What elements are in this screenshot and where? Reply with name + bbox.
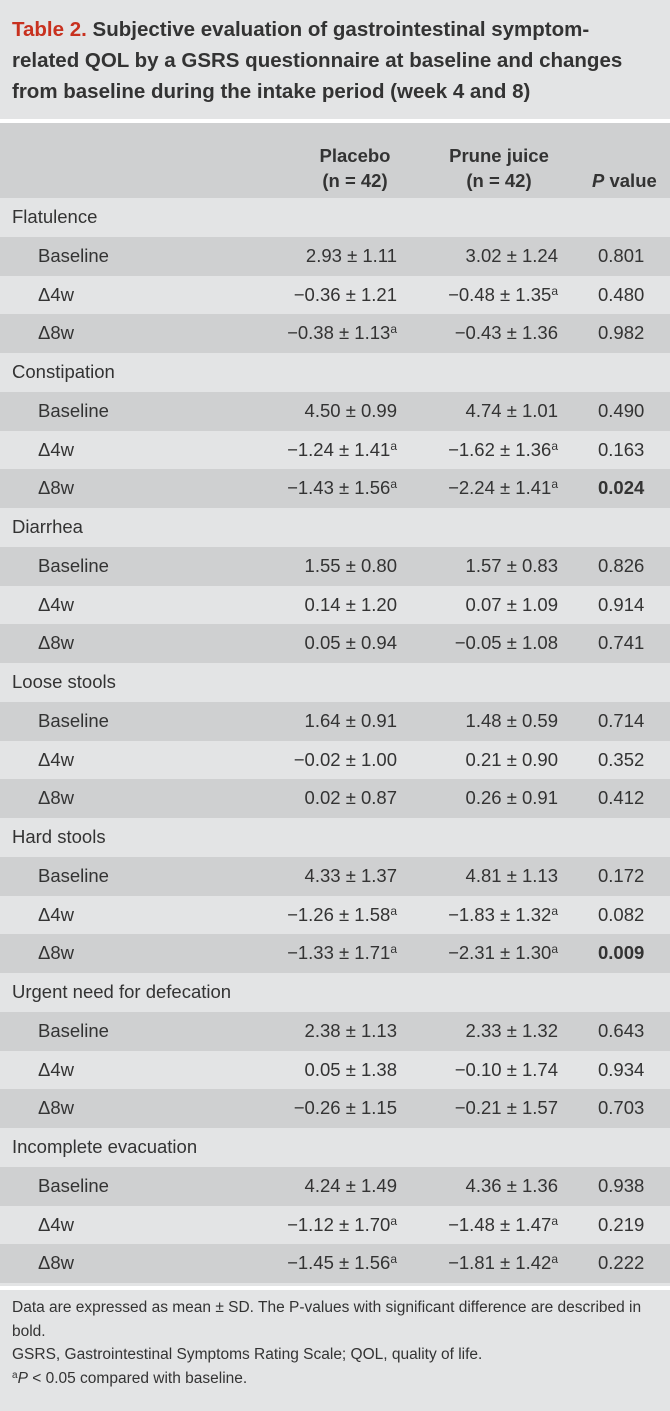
prune-cell [466, 702, 558, 741]
prune-cell [455, 1051, 558, 1090]
placebo-superscript: a [390, 942, 397, 957]
prune-value: 1.48 ± 0.59 [465, 709, 558, 731]
placebo-value: −0.26 ± 1.15 [293, 1097, 397, 1119]
placebo-value: 0.05 ± 1.38 [304, 1058, 397, 1080]
table-header [0, 123, 670, 198]
row-label: Δ4w [38, 438, 75, 460]
header-prune [424, 143, 574, 193]
table-footnotes [12, 1296, 662, 1390]
prune-cell [448, 896, 558, 935]
placebo-value: 4.24 ± 1.49 [304, 1174, 397, 1196]
placebo-value: 0.02 ± 0.87 [304, 787, 397, 809]
prune-cell [466, 1167, 558, 1206]
prune-value: −2.31 ± 1.30 [448, 942, 552, 964]
table-row [0, 624, 670, 663]
row-label: Baseline [38, 1019, 109, 1041]
placebo-value: 4.33 ± 1.37 [304, 864, 397, 886]
prune-cell [466, 779, 558, 818]
table-row [0, 469, 670, 508]
placebo-value: 0.05 ± 0.94 [304, 632, 397, 654]
p-value: 0.982 [598, 322, 645, 344]
row-label: Baseline [38, 864, 109, 886]
placebo-value: 2.93 ± 1.11 [305, 244, 397, 266]
placebo-cell [305, 586, 397, 625]
prune-cell [466, 547, 558, 586]
row-label: Δ4w [38, 593, 75, 615]
row-label: Δ8w [38, 632, 75, 654]
placebo-cell [287, 431, 397, 470]
p-value: 0.741 [598, 632, 645, 654]
prune-superscript: a [551, 1252, 558, 1267]
table-row [0, 1012, 670, 1051]
placebo-cell [287, 896, 397, 935]
placebo-superscript: a [390, 322, 397, 337]
header-prune-n: (n = 42) [466, 170, 532, 191]
prune-cell [466, 237, 558, 276]
table-row [0, 896, 670, 935]
table-label: Table 2. [12, 18, 87, 41]
prune-superscript: a [551, 903, 558, 918]
prune-cell [448, 469, 558, 508]
placebo-value: 0.14 ± 1.20 [304, 593, 397, 615]
prune-value: 4.74 ± 1.01 [465, 399, 558, 421]
footnote-significance [12, 1367, 662, 1391]
prune-cell [448, 1206, 558, 1245]
header-pvalue-rest: value [604, 170, 657, 191]
placebo-cell [287, 469, 397, 508]
p-value: 0.490 [598, 399, 645, 421]
prune-cell [466, 1012, 558, 1051]
p-value: 0.480 [598, 283, 645, 305]
p-value: 0.938 [598, 1174, 645, 1196]
placebo-cell [305, 547, 397, 586]
header-placebo-n: (n = 42) [322, 170, 388, 191]
header-pvalue-p: P [592, 170, 605, 191]
section-title: Urgent need for defecation [12, 981, 232, 1002]
placebo-value: −1.45 ± 1.56 [287, 1252, 391, 1274]
placebo-cell [305, 1051, 397, 1090]
placebo-value: 1.64 ± 0.91 [304, 709, 397, 731]
table-row [0, 392, 670, 431]
prune-superscript: a [551, 477, 558, 492]
row-label: Baseline [38, 1174, 109, 1196]
section-row [0, 663, 670, 702]
prune-superscript: a [551, 942, 558, 957]
table-row [0, 1206, 670, 1245]
table-row [0, 276, 670, 315]
section-row [0, 818, 670, 857]
section-row [0, 973, 670, 1012]
placebo-cell [287, 1244, 397, 1283]
prune-cell [455, 624, 558, 663]
row-label: Δ8w [38, 787, 75, 809]
table-row [0, 934, 670, 973]
p-value: 0.914 [598, 593, 645, 615]
prune-value: −0.43 ± 1.36 [454, 322, 558, 344]
p-value: 0.801 [598, 244, 645, 266]
prune-cell [466, 857, 558, 896]
prune-cell [466, 741, 558, 780]
placebo-cell [287, 314, 397, 353]
table-row [0, 857, 670, 896]
row-label: Δ8w [38, 1097, 75, 1119]
p-value: 0.643 [598, 1019, 645, 1041]
prune-value: −1.48 ± 1.47 [448, 1213, 552, 1235]
placebo-superscript: a [390, 1252, 397, 1267]
prune-value: 1.57 ± 0.83 [465, 554, 558, 576]
prune-value: −2.24 ± 1.41 [448, 477, 552, 499]
row-label: Δ4w [38, 283, 75, 305]
placebo-cell [294, 1089, 397, 1128]
prune-value: 0.26 ± 0.91 [465, 787, 558, 809]
row-label: Baseline [38, 554, 109, 576]
table-row [0, 237, 670, 276]
header-placebo-name: Placebo [319, 145, 391, 166]
placebo-value: −1.24 ± 1.41 [287, 438, 391, 460]
placebo-cell [305, 624, 397, 663]
section-row [0, 508, 670, 547]
prune-value: 4.36 ± 1.36 [465, 1174, 558, 1196]
table-row [0, 586, 670, 625]
section-title: Constipation [12, 361, 115, 382]
section-row [0, 198, 670, 237]
table-title: Subjective evaluation of gastrointestinal symptom-related QOL by a GSRS questionnaire at baseline and changes from baseline during the intake period (week 4 and 8) [12, 18, 623, 103]
placebo-cell [294, 741, 397, 780]
prune-value: −0.48 ± 1.35 [448, 283, 552, 305]
prune-superscript: a [551, 283, 558, 298]
section-title: Diarrhea [12, 516, 83, 537]
placebo-cell [305, 1012, 397, 1051]
section-title: Flatulence [12, 206, 98, 227]
row-label: Δ4w [38, 903, 75, 925]
placebo-value: −1.26 ± 1.58 [287, 903, 391, 925]
placebo-superscript: a [390, 477, 397, 492]
table-row [0, 702, 670, 741]
placebo-cell [287, 934, 397, 973]
row-label: Δ4w [38, 748, 75, 770]
placebo-value: −0.36 ± 1.21 [293, 283, 397, 305]
p-value: 0.934 [598, 1058, 645, 1080]
p-value: 0.222 [598, 1252, 645, 1274]
prune-cell [448, 276, 558, 315]
footnote-abbreviations: GSRS, Gastrointestinal Symptoms Rating Scale; QOL, quality of life. [12, 1346, 483, 1363]
p-value: 0.024 [598, 477, 645, 499]
row-label: Baseline [38, 399, 109, 421]
row-label: Δ4w [38, 1213, 75, 1235]
data-table [0, 123, 670, 1283]
prune-value: −1.83 ± 1.32 [448, 903, 552, 925]
section-title: Incomplete evacuation [12, 1136, 198, 1157]
placebo-value: 2.38 ± 1.13 [304, 1019, 397, 1041]
placebo-superscript: a [390, 1213, 397, 1228]
placebo-cell [305, 702, 397, 741]
table-row [0, 779, 670, 818]
p-value: 0.826 [598, 554, 645, 576]
section-title: Hard stools [12, 826, 106, 847]
row-label: Δ8w [38, 322, 75, 344]
prune-value: 0.21 ± 0.90 [465, 748, 558, 770]
placebo-cell [305, 1167, 397, 1206]
prune-value: −0.10 ± 1.74 [454, 1058, 558, 1080]
prune-superscript: a [551, 1213, 558, 1228]
prune-cell [455, 1089, 558, 1128]
p-value: 0.714 [598, 709, 645, 731]
table-row [0, 1051, 670, 1090]
placebo-cell [287, 1206, 397, 1245]
table-body [0, 198, 670, 1283]
prune-cell [466, 392, 558, 431]
placebo-cell [305, 857, 397, 896]
prune-cell [448, 934, 558, 973]
footnote-rest: < 0.05 compared with baseline. [27, 1369, 248, 1387]
row-label: Δ8w [38, 942, 75, 964]
footnote-p: P [17, 1369, 28, 1387]
placebo-cell [305, 392, 397, 431]
prune-value: −1.81 ± 1.42 [448, 1252, 552, 1274]
placebo-cell [305, 779, 397, 818]
placebo-value: −1.33 ± 1.71 [287, 942, 391, 964]
prune-value: 2.33 ± 1.32 [465, 1019, 558, 1041]
prune-value: −0.21 ± 1.57 [454, 1097, 558, 1119]
bottom-rule [0, 1286, 670, 1290]
header-placebo [280, 143, 430, 193]
p-value: 0.163 [598, 438, 645, 460]
placebo-cell [306, 237, 397, 276]
prune-cell [448, 1244, 558, 1283]
prune-value: 3.02 ± 1.24 [465, 244, 558, 266]
placebo-value: −0.02 ± 1.00 [293, 748, 397, 770]
footnote-data-expression: Data are expressed as mean ± SD. The P-values with significant difference are described in bold. [12, 1299, 642, 1340]
table-row [0, 314, 670, 353]
table-row [0, 1244, 670, 1283]
placebo-value: −0.38 ± 1.13 [287, 322, 391, 344]
table-row [0, 547, 670, 586]
prune-value: −1.62 ± 1.36 [448, 438, 552, 460]
prune-superscript: a [551, 438, 558, 453]
prune-cell [466, 586, 558, 625]
footnote-sup: a [12, 1369, 18, 1381]
table-caption [0, 0, 670, 118]
placebo-superscript: a [390, 438, 397, 453]
placebo-value: −1.43 ± 1.56 [287, 477, 391, 499]
p-value: 0.352 [598, 748, 645, 770]
header-prune-name: Prune juice [449, 145, 549, 166]
p-value: 0.703 [598, 1097, 645, 1119]
row-label: Baseline [38, 709, 109, 731]
prune-value: −0.05 ± 1.08 [454, 632, 558, 654]
section-row [0, 353, 670, 392]
row-label: Δ8w [38, 1252, 75, 1274]
row-label: Δ8w [38, 477, 75, 499]
table-row [0, 431, 670, 470]
table-row [0, 1089, 670, 1128]
prune-value: 4.81 ± 1.13 [465, 864, 558, 886]
row-label: Δ4w [38, 1058, 75, 1080]
placebo-value: 1.55 ± 0.80 [304, 554, 397, 576]
prune-cell [455, 314, 558, 353]
row-label: Baseline [38, 244, 109, 266]
placebo-value: 4.50 ± 0.99 [304, 399, 397, 421]
p-value: 0.082 [598, 903, 645, 925]
p-value: 0.219 [598, 1213, 645, 1235]
p-value: 0.412 [598, 787, 645, 809]
p-value: 0.172 [598, 864, 645, 886]
section-row [0, 1128, 670, 1167]
prune-cell [448, 431, 558, 470]
prune-value: 0.07 ± 1.09 [465, 593, 558, 615]
p-value: 0.009 [598, 942, 645, 964]
section-title: Loose stools [12, 671, 116, 692]
header-pvalue [592, 168, 670, 193]
placebo-superscript: a [390, 903, 397, 918]
table-row [0, 1167, 670, 1206]
placebo-value: −1.12 ± 1.70 [287, 1213, 391, 1235]
placebo-cell [294, 276, 397, 315]
table-row [0, 741, 670, 780]
